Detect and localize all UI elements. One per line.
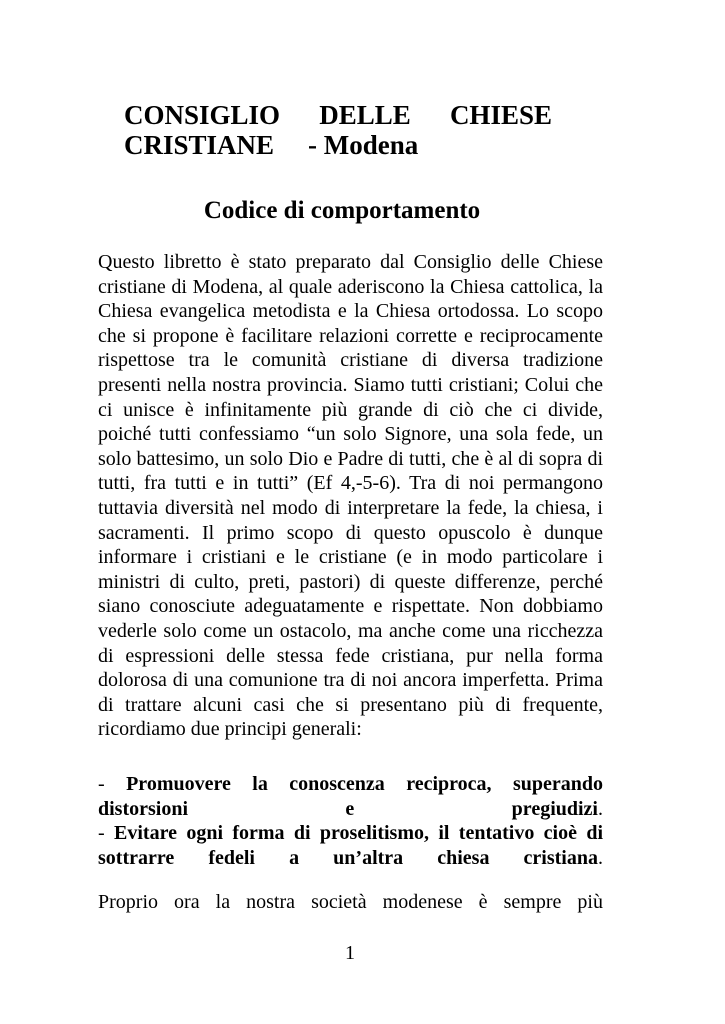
document-subtitle: Codice di comportamento [203,197,481,224]
closing-paragraph: Proprio ora la nostra società modenese è sempre più [98,891,603,913]
council-title-line-1 [124,100,552,130]
principle-dash: - [98,773,105,795]
title-word-cristiane: CRISTIANE [124,130,275,160]
principle-period: . [598,797,603,820]
principle-text: Promuovere la conoscenza reciproca, superando distorsioni e pregiudizi [98,773,604,820]
council-title [124,100,552,160]
council-title-line-2 [124,130,552,160]
title-word-delle: DELLE [319,100,411,130]
title-word-modena: - Modena [308,130,419,160]
principle-text: Evitare ogni forma di proselitismo, il tentativo cioè di sottrarre fedeli a un’altra chiesa cristiana [98,822,604,869]
intro-paragraph: Questo libretto è stato preparato dal Consiglio delle Chiese cristiane di Modena, al quale aderiscono la Chiesa cattolica, la Chiesa evangelica metodista e la Chiesa ortodossa. Lo scopo che si propone è facilitare relazioni corrette e reciprocamente rispettose tra le comunità cristiane di diversa tradizione presenti nella nostra provincia. Siamo tutti cristiani; Colui che ci unisce è infinitamente più grande di ciò che ci divide, poiché tutti confessiamo “un solo Signore, una sola fede, un solo battesimo, un solo Dio e Padre di tutti, che è al di sopra di tutti, fra tutti e in tutti” (Ef 4,-5-6). Tra di noi permangono tuttavia diversità nel modo di interpretare la fede, la chiesa, i sacramenti. Il primo scopo di questo opuscolo è dunque informare i cristiani e le cristiane (e in modo particolare i ministri di culto, preti, pastori) di queste differenze, perché siano conosciute adeguatamente e rispettate. Non dobbiamo vederle solo come un ostacolo, ma anche come una ricchezza di espressioni delle stessa fede cristiana, pur nella forma dolorosa di una comunione tra di noi ancora imperfetta. Prima di trattare alcuni casi che si presentano più di frequente, ricordiamo due principi generali: [98,251,603,741]
principle-item-2 [98,821,603,870]
principles-list [98,772,603,870]
principle-dash: - [98,822,105,845]
title-word-chiese: CHIESE [449,100,552,130]
title-word-consiglio: CONSIGLIO [124,100,281,130]
principle-period: . [598,846,603,869]
principle-item-1 [98,772,603,821]
page-number: 1 [345,942,355,964]
